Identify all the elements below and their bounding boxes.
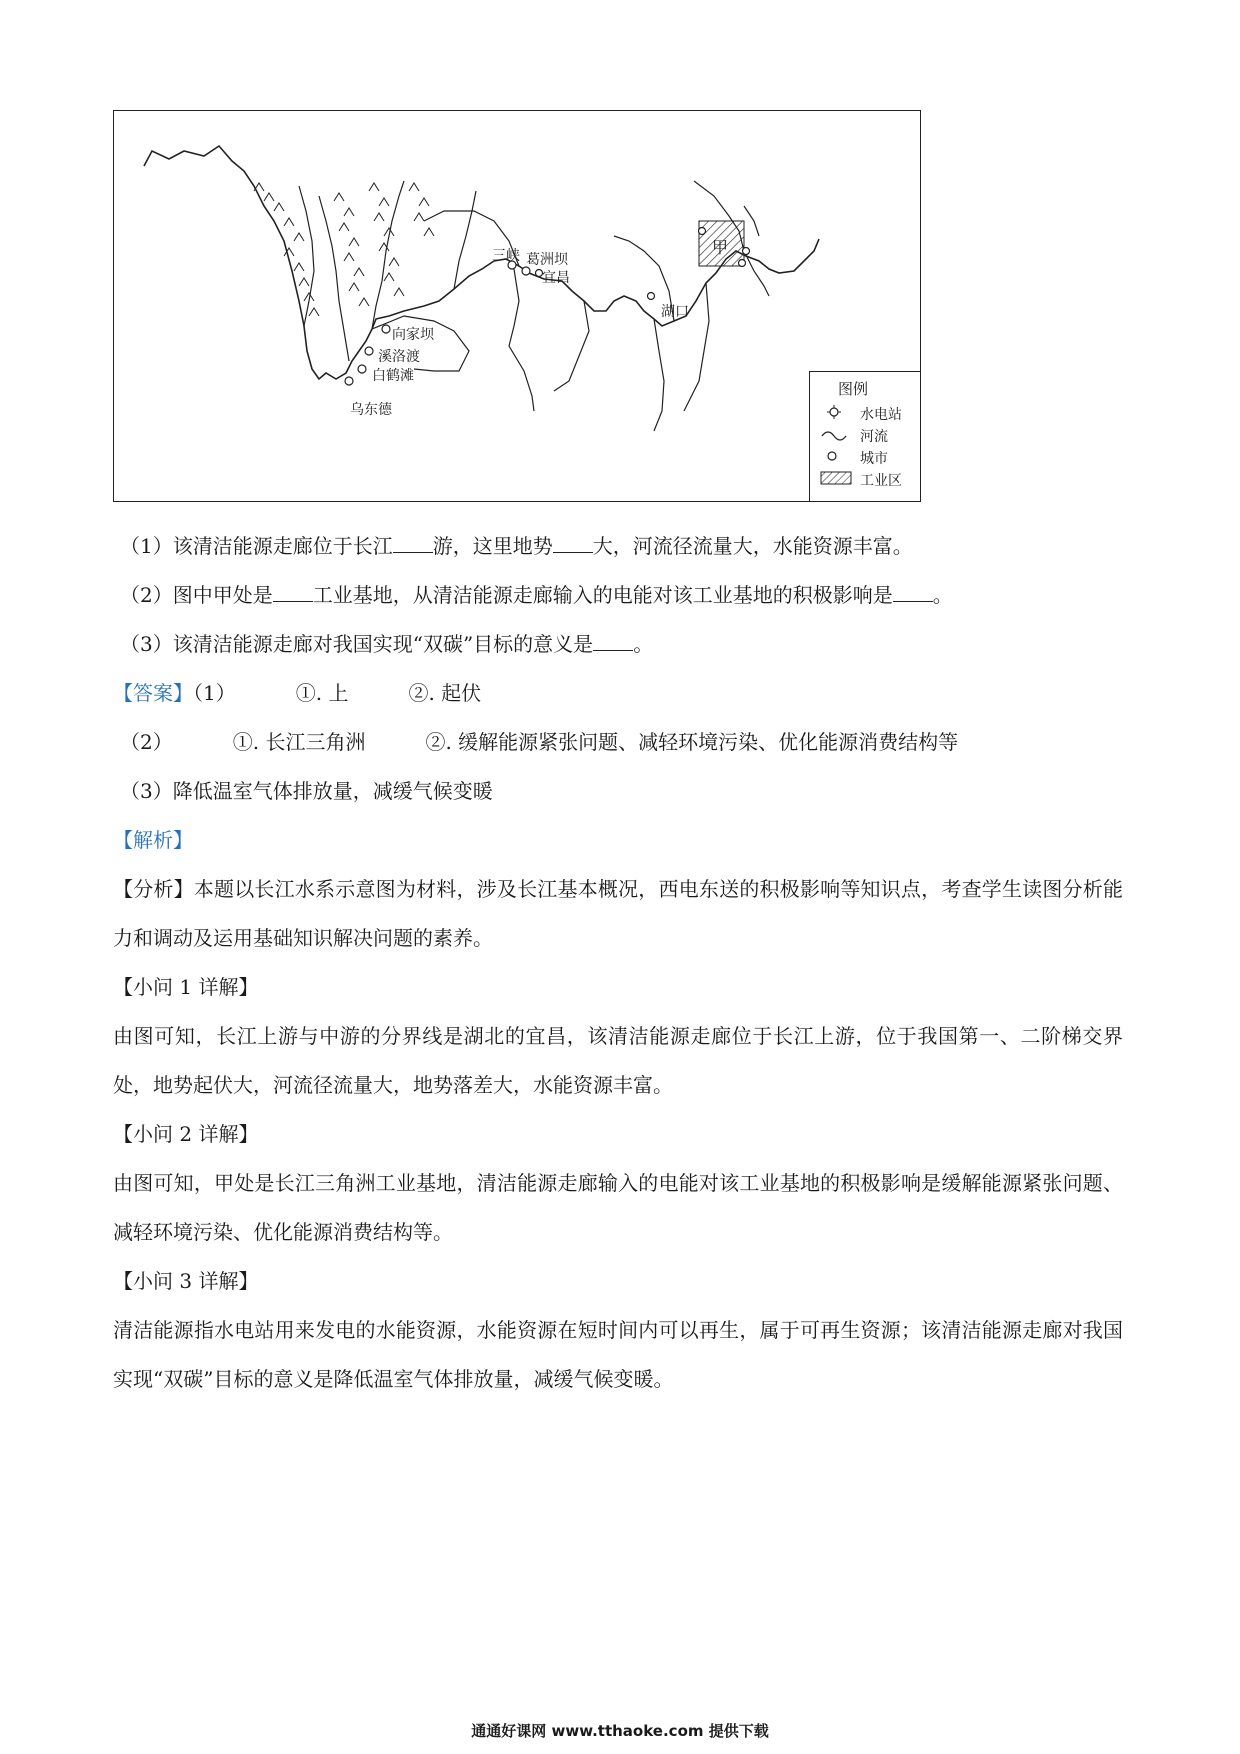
legend-label-river: 河流	[860, 429, 888, 445]
q1-text: 由图可知，长江上游与中游的分界线是湖北的宜昌，该清洁能源走廊位于长江上游，位于我国第一、二阶梯交界处，地势起伏大，河流径流量大，地势落差大，水能资源丰富。	[113, 1024, 1123, 1097]
legend-row-industrial	[820, 470, 920, 490]
river-icon	[820, 426, 850, 442]
blank	[273, 583, 313, 602]
map-label-gezhouba: 葛洲坝	[526, 252, 568, 268]
river-yalong	[299, 186, 314, 326]
river-wu	[509, 269, 534, 411]
legend-label-city: 城市	[860, 451, 888, 467]
industrial-area-icon	[820, 470, 854, 486]
q3-title: 【小问 3 详解】	[113, 1269, 259, 1293]
answer-line-3: （3）降低温室气体排放量，减缓气候变暖	[120, 779, 493, 803]
river-min	[319, 196, 349, 361]
hydropower-icon	[820, 404, 850, 420]
map-label-yichang: 宜昌	[542, 270, 570, 286]
map-label-xiangjiaba: 向家坝	[392, 327, 434, 343]
mountain-symbols	[254, 183, 434, 316]
map-label-baihetan: 白鹤滩	[372, 368, 414, 384]
footer: 通通好课网 www.tthaoke.com 提供下载	[471, 1722, 769, 1740]
q2-text: 由图可知，甲处是长江三角洲工业基地，清洁能源走廊输入的电能对该工业基地的积极影响是缓解能源紧张问题、减轻环境污染、优化能源消费结构等。	[113, 1171, 1123, 1244]
map-label-sanxia: 三峡	[492, 248, 520, 264]
blank	[393, 534, 433, 553]
q2-title: 【小问 2 详解】	[113, 1122, 259, 1146]
answer-label: 【答案】	[113, 681, 193, 705]
q1-title: 【小问 1 详解】	[113, 975, 259, 999]
legend-row-hydropower	[820, 404, 920, 424]
blank	[893, 583, 933, 602]
question-1: （1）该清洁能源走廊位于长江 游，这里地势 大，河流径流量大，水能资源丰富。	[120, 534, 913, 558]
river-dadu	[372, 181, 404, 329]
city-icon	[820, 448, 850, 464]
map-label-hukou: 湖口	[661, 304, 689, 320]
legend-title: 图例	[838, 380, 869, 398]
legend-label-hydropower: 水电站	[860, 407, 902, 423]
map-legend	[809, 371, 921, 502]
question-2: （2）图中甲处是 工业基地，从清洁能源走廊输入的电能对该工业基地的积极影响是 。	[120, 583, 953, 607]
blank	[593, 632, 633, 651]
legend-label-industrial: 工业区	[860, 473, 902, 489]
map-label-xiluodu: 溪洛渡	[378, 349, 420, 365]
river-xiang	[654, 319, 664, 431]
q3-text: 清洁能源指水电站用来发电的水能资源，水能资源在短时间内可以再生，属于可再生资源；该清洁能源走廊对我国实现“双碳”目标的意义是降低温室气体排放量，减缓气候变暖。	[113, 1318, 1123, 1391]
river-map-drawing	[114, 111, 922, 503]
legend-row-city	[820, 448, 920, 468]
yangtze-map	[113, 110, 921, 502]
legend-row-river	[820, 426, 920, 446]
map-label-jia: 甲	[712, 238, 729, 257]
analysis-text: 【分析】本题以长江水系示意图为材料，涉及长江基本概况，西电东送的积极影响等知识点，考查学生读图分析能力和调动及运用基础知识解决问题的素养。	[113, 877, 1123, 950]
answer-line-2: （2） ①. 长江三角洲 ②. 缓解能源紧张问题、减轻环境污染、优化能源消费结构等	[120, 730, 959, 754]
river-yuan	[554, 301, 589, 391]
blank	[553, 534, 593, 553]
question-3: （3）该清洁能源走廊对我国实现“双碳”目标的意义是 。	[120, 632, 654, 656]
answer-line-1: 【答案】（1） ①. 上 ②. 起伏	[113, 681, 482, 705]
analysis-label: 【解析】	[113, 828, 193, 852]
map-label-wudongde: 乌东德	[350, 402, 392, 418]
